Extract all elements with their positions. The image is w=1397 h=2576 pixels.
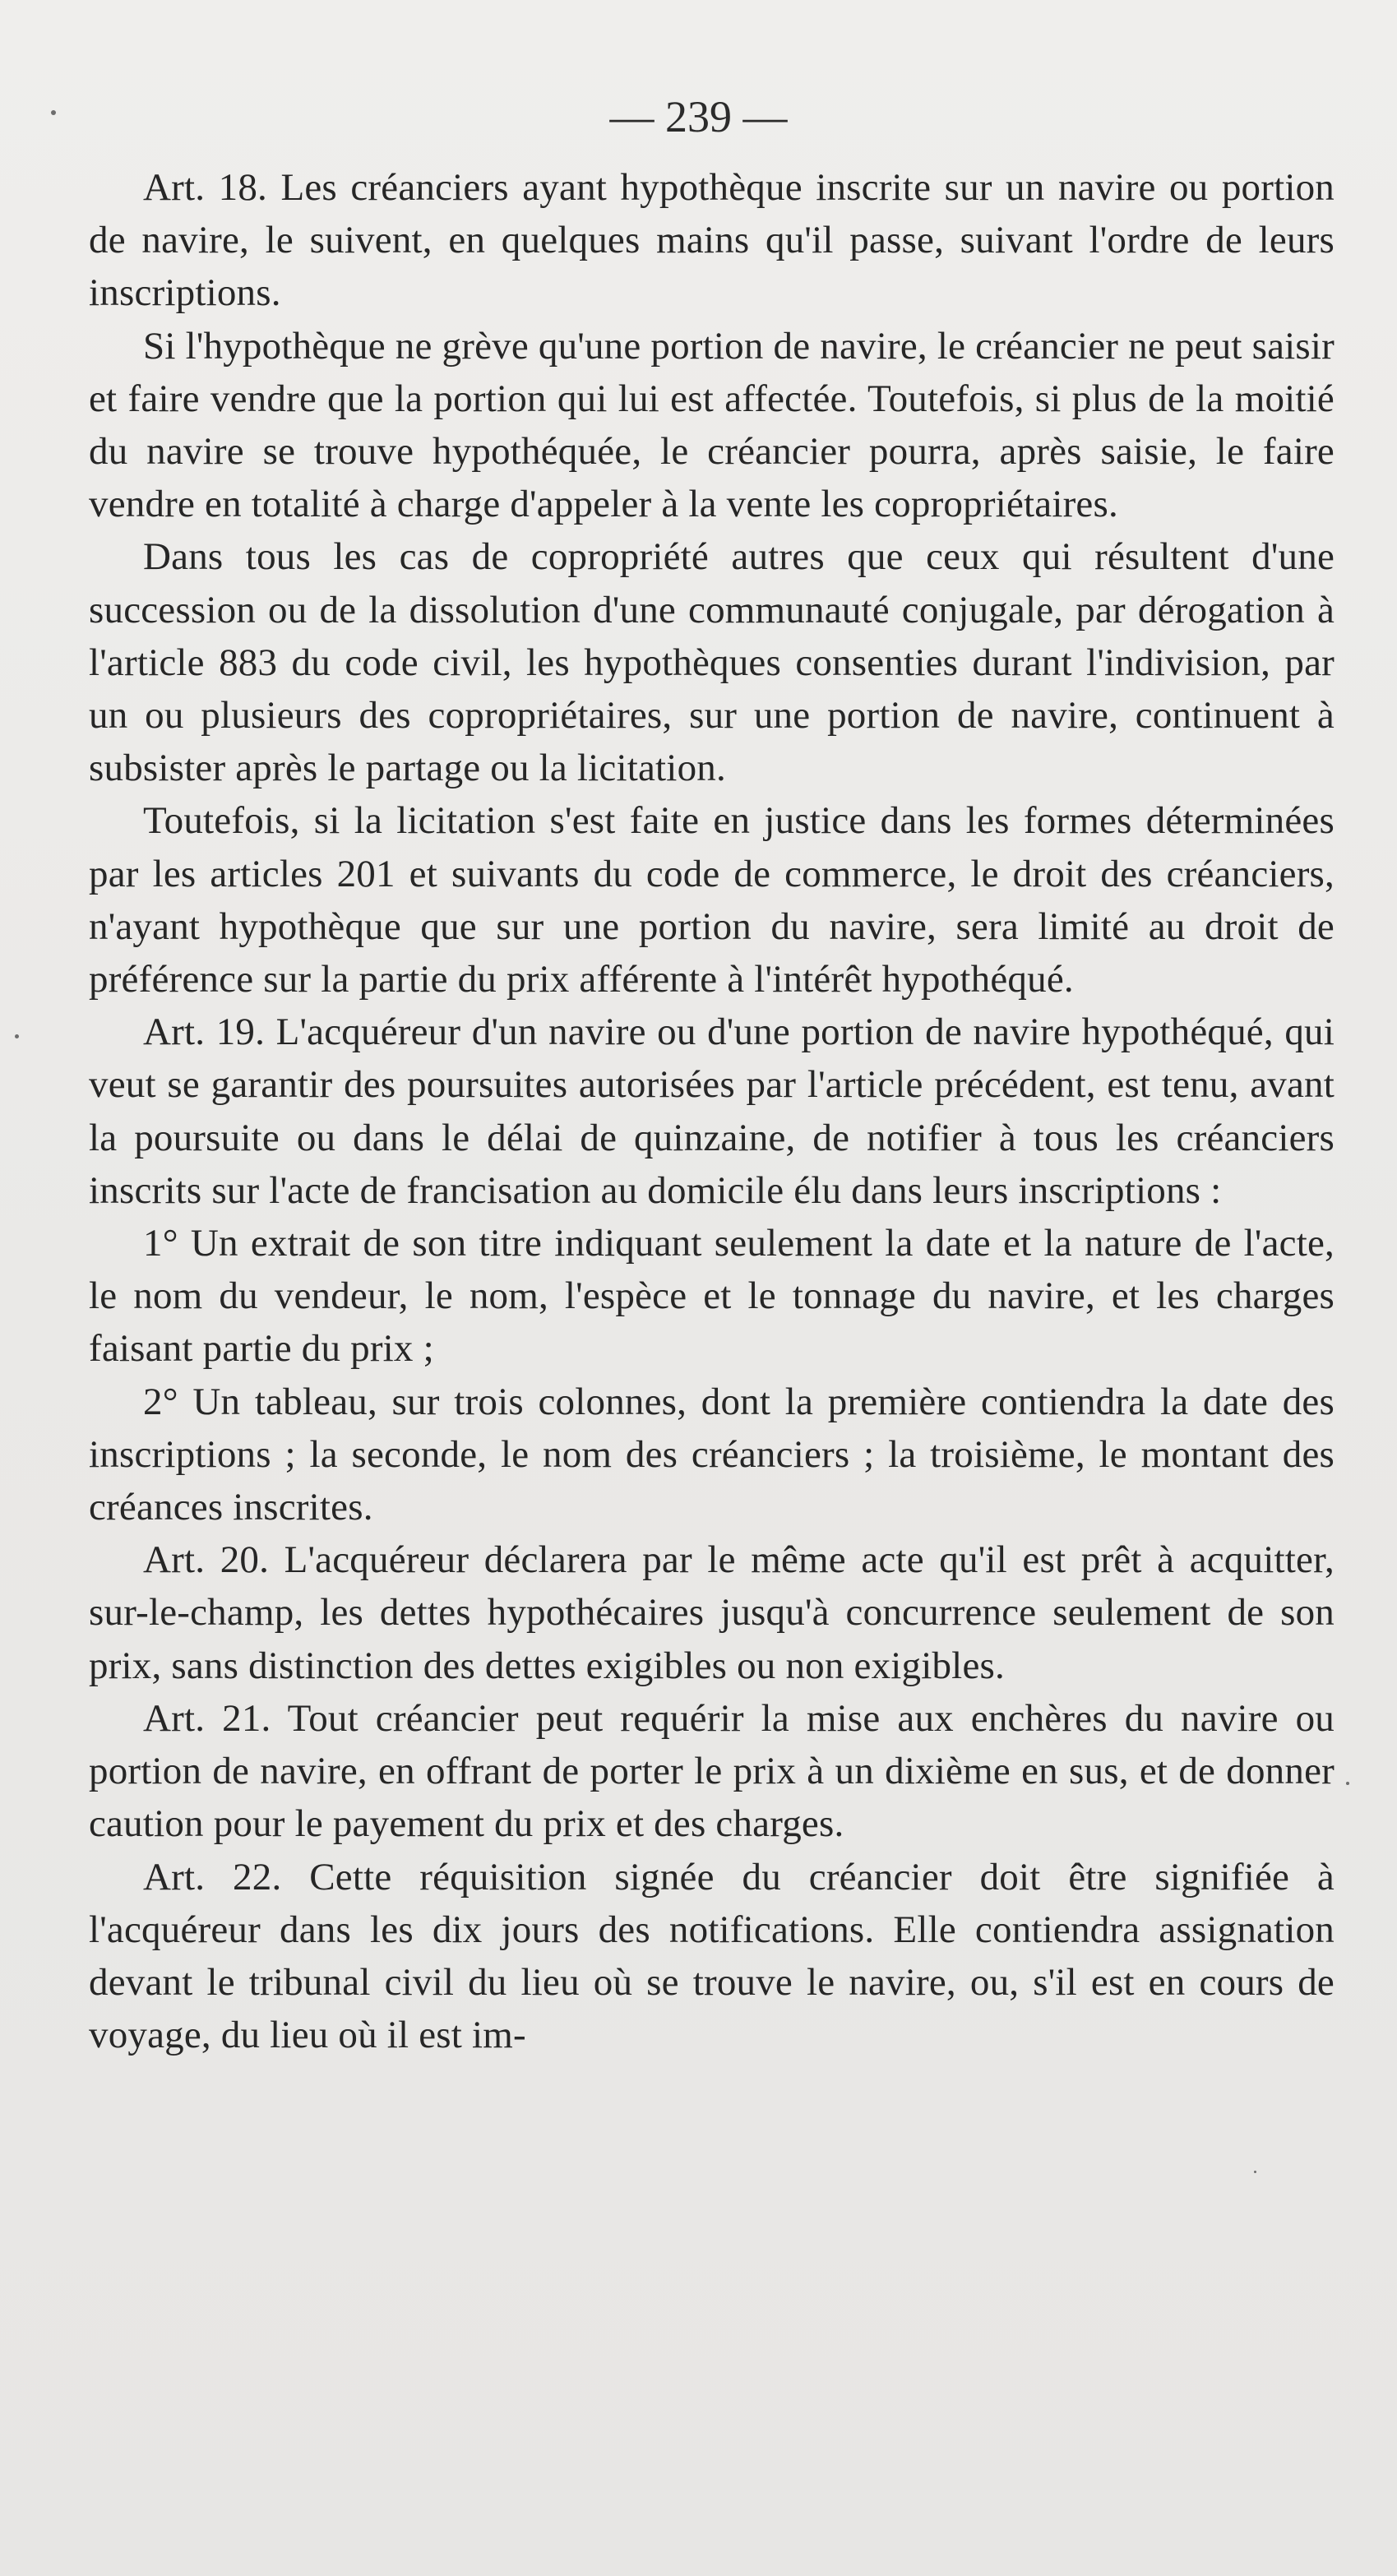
page-number: — 239 —: [609, 92, 788, 141]
print-speck: [15, 1034, 19, 1038]
paragraph-art-21: Art. 21. Tout créancier peut requérir la mise aux enchères du navire ou portion de navire, en offrant de porter le prix à un dixième en sus, et de donner caution pour le payement du prix et des charges.: [89, 1696, 1335, 1846]
paragraph-copropriete: Dans tous les cas de copropriété autres que ceux qui résultent d'une succession ou de la dissolution d'une communauté conjugale, par dérogation à l'article 883 du code civil, les hypothèques consenties durant l'indivision, par un ou plusieurs des copropriétaires, sur une portion de navire, continuent à subsister après le partage ou la licitation.: [89, 535, 1335, 790]
print-speck: [1346, 1782, 1349, 1785]
paragraph-item-1: 1° Un extrait de son titre indiquant seulement la date et la nature de l'acte, le nom du vendeur, le nom, l'espèce et le tonnage du navire, et les charges faisant partie du prix ;: [89, 1222, 1335, 1371]
paragraph-art-22: Art. 22. Cette réquisition signée du créancier doit être signifiée à l'acquéreur dans les dix jours des notifications. Elle contiendra assignation devant le tribunal civil du lieu où se trouve le navire, ou, s'il est en cours de voyage, du lieu où il est im-: [89, 1855, 1335, 2057]
print-speck: [1254, 2171, 1256, 2173]
paragraph-art-18: Art. 18. Les créanciers ayant hypothèque inscrite sur un navire ou portion de navire, le suivent, en quelques mains qu'il passe, suivant l'ordre de leurs inscriptions.: [89, 166, 1335, 315]
paragraph-art-20: Art. 20. L'acquéreur déclarera par le même acte qu'il est prêt à acquitter, sur-le-champ, les dettes hypothécaires jusqu'à concurrence seulement de son prix, sans distinction des dettes exigibles ou non exigibles.: [89, 1538, 1335, 1687]
print-speck: [51, 110, 56, 115]
paragraph-portion-navire: Si l'hypothèque ne grève qu'une portion de navire, le créancier ne peut saisir et faire vendre que la portion qui lui est affectée. Toutefois, si plus de la moitié du navire se trouve hypothéquée, le créancier pourra, après saisie, le faire vendre en totalité à charge d'appeler à la vente les copropriétaires.: [89, 324, 1335, 526]
paragraph-art-19: Art. 19. L'acquéreur d'un navire ou d'une portion de navire hypothéqué, qui veut se garantir des poursuites autorisées par l'article précédent, est tenu, avant la poursuite ou dans le délai de quinzaine, de notifier à tous les créanciers inscrits sur l'acte de francisation au domicile élu dans leurs inscriptions :: [89, 1011, 1335, 1212]
paragraph-item-2: 2° Un tableau, sur trois colonnes, dont la première contiendra la date des inscriptions ; la seconde, le nom des créanciers ; la troisième, le montant des créances inscrites.: [89, 1380, 1335, 1529]
paragraph-licitation: Toutefois, si la licitation s'est faite en justice dans les formes déterminées par les articles 201 et suivants du code de commerce, le droit des créanciers, n'ayant hypothèque que sur une portion du navire, sera limité au droit de préférence sur la partie du prix afférente à l'intérêt hypothéqué.: [89, 799, 1335, 1001]
body-text: [89, 161, 1335, 2061]
